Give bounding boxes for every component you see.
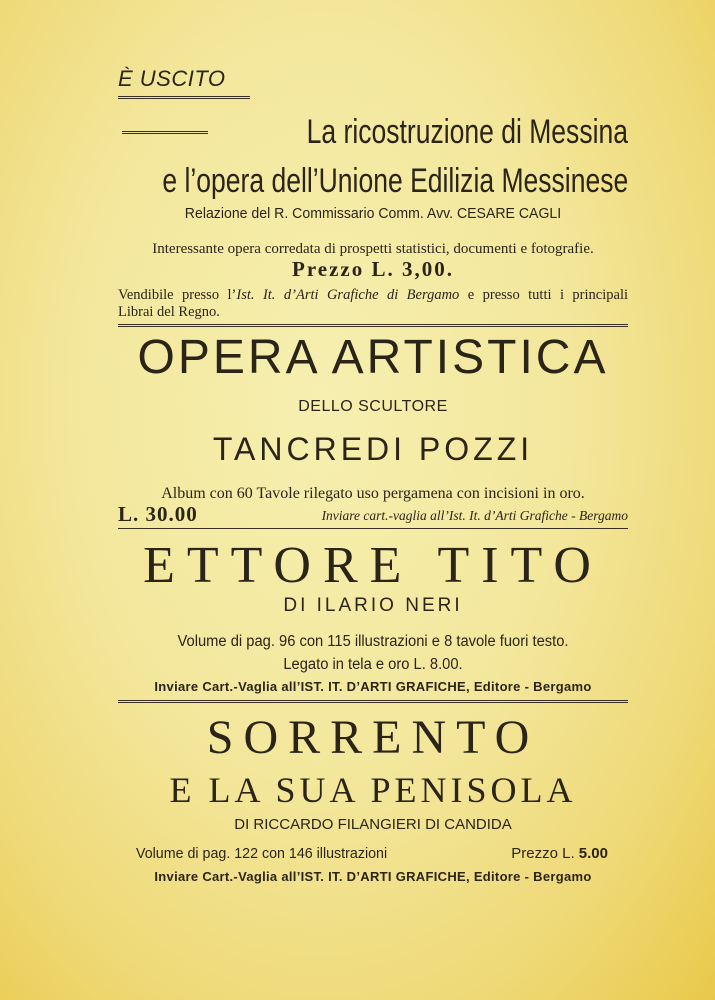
sorrento-title: SORRENTO xyxy=(206,711,540,764)
opera-artistica-subtitle: DELLO SCULTORE xyxy=(298,398,448,415)
uscito-label: È USCITO xyxy=(118,66,226,91)
sorrento-order-info: Inviare Cart.-Vaglia all’IST. IT. D’ARTI GRAFICHE, Editore - Bergamo xyxy=(154,869,592,884)
section-divider-2 xyxy=(118,528,628,529)
availability-prefix: Vendibile presso l’ xyxy=(118,287,237,303)
opera-artistica-author: TANCREDI POZZI xyxy=(212,431,534,467)
messina-title-line2: e l’opera dell’Unione Edilizia Messinese xyxy=(162,162,628,200)
ettore-tito-binding: Legato in tela e oro L. 8.00. xyxy=(283,656,463,673)
availability-line1 xyxy=(118,287,628,304)
sorrento-price xyxy=(511,845,608,862)
ettore-tito-order-info: Inviare Cart.-Vaglia all’IST. IT. D’ARTI GRAFICHE, Editore - Bergamo xyxy=(154,679,592,694)
messina-description: Interessante opera corredata di prospetti statistici, documenti e fotografie. xyxy=(152,241,594,257)
title-dash xyxy=(122,131,208,134)
sorrento-author: DI RICCARDO FILANGIERI DI CANDIDA xyxy=(234,816,512,833)
ettore-tito-description: Volume di pag. 96 con 115 illustrazioni e 8 tavole fuori testo. xyxy=(177,633,569,650)
opera-artistica-price: L. 30.00 xyxy=(118,502,198,526)
sorrento-price-value: 5.00 xyxy=(578,845,608,862)
sorrento-description: Volume di pag. 122 con 146 illustrazioni xyxy=(136,845,388,862)
messina-title-line1: La ricostruzione di Messina xyxy=(306,113,628,151)
sorrento-subtitle: E LA SUA PENISOLA xyxy=(169,770,577,810)
ettore-tito-title: ETTORE TITO xyxy=(143,537,603,594)
opera-artistica-title: OPERA ARTISTICA xyxy=(137,331,609,384)
messina-availability xyxy=(118,287,628,321)
availability-line2: Librai del Regno. xyxy=(118,304,220,320)
messina-subtitle: Relazione del R. Commissario Comm. Avv. CESARE CAGLI xyxy=(184,205,562,222)
opera-artistica-order-info: Inviare cart.-vaglia all’Ist. It. d’Arti Grafiche - Bergamo xyxy=(321,508,628,523)
opera-artistica-description: Album con 60 Tavole rilegato uso pergamena con incisioni in oro. xyxy=(161,485,585,502)
uscito-underline xyxy=(118,96,250,99)
ettore-tito-author: DI ILARIO NERI xyxy=(283,595,463,616)
sorrento-price-label: Prezzo L. xyxy=(511,845,575,862)
section-divider-3 xyxy=(118,700,628,703)
availability-publisher: Ist. It. d’Arti Grafiche di Bergamo xyxy=(236,287,460,303)
messina-price: Prezzo L. 3,00. xyxy=(292,257,454,281)
availability-suffix: e presso tutti i principali xyxy=(459,287,628,303)
section-divider-1 xyxy=(118,324,628,327)
